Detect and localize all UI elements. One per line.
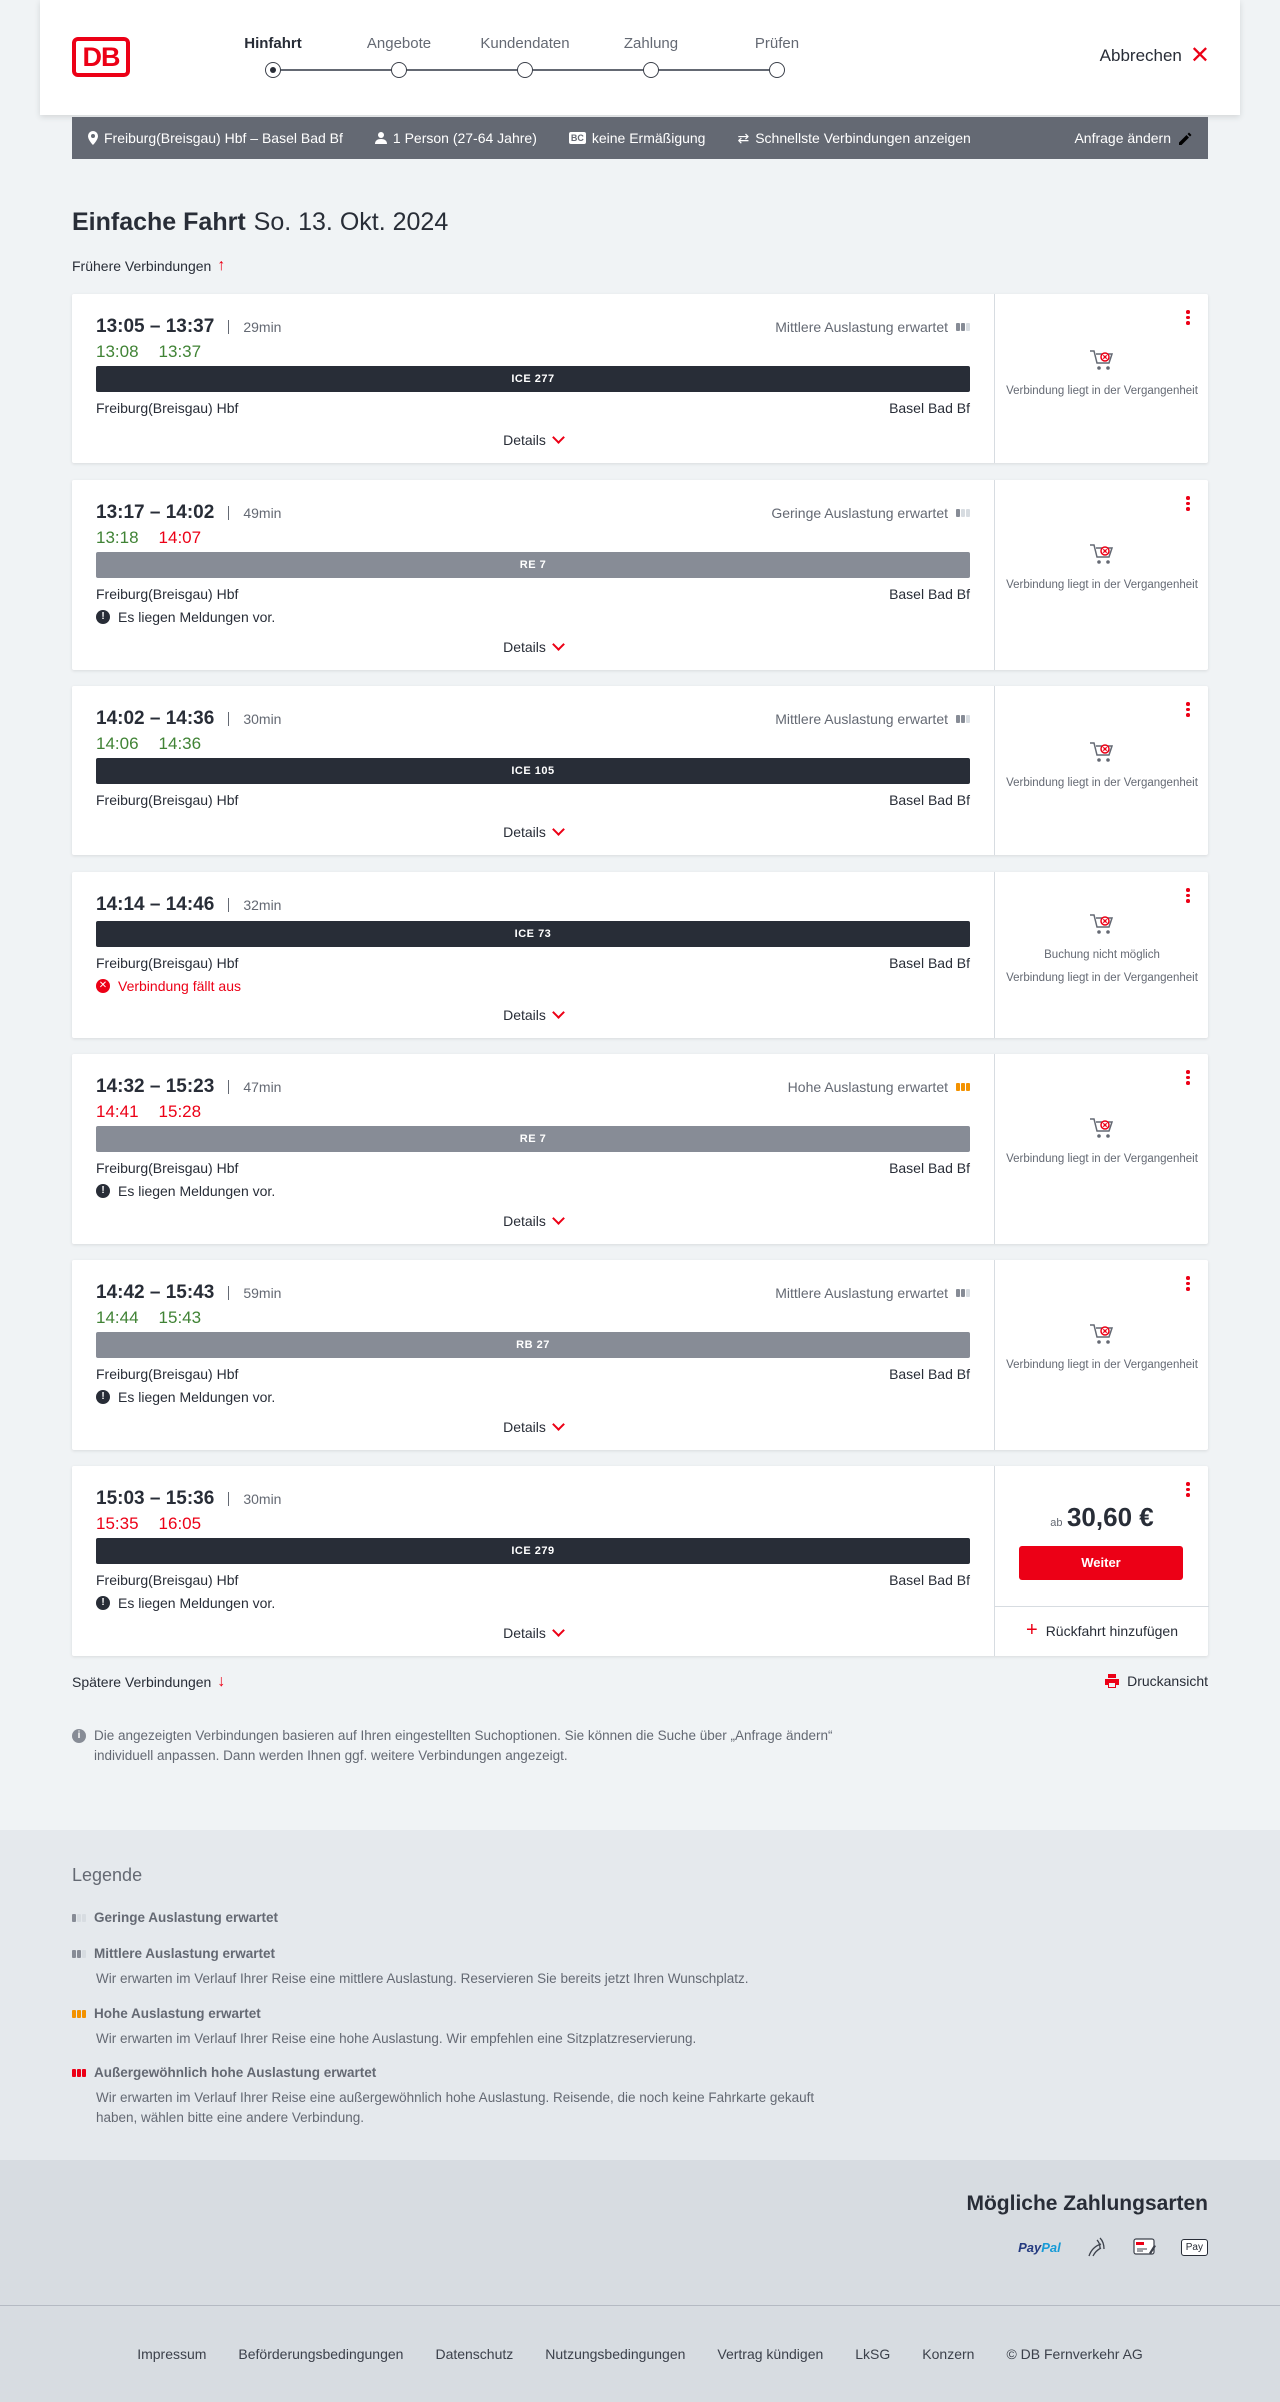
footer-link-datenschutz[interactable]: Datenschutz: [435, 2346, 514, 2362]
chevron-down-icon: [552, 431, 565, 444]
footer-link-konzern[interactable]: Konzern: [922, 2346, 975, 2362]
step-circle: [391, 62, 407, 78]
occupancy-label: Hohe Auslastung erwartet: [787, 1079, 948, 1095]
train-bar[interactable]: ICE 73: [96, 921, 970, 947]
step-label: Hinfahrt: [244, 35, 302, 52]
legend-item-title: Hohe Auslastung erwartet: [94, 2006, 261, 2021]
cancellation-text: Verbindung fällt aus: [118, 978, 241, 994]
details-toggle[interactable]: [72, 824, 994, 840]
more-options-icon[interactable]: [1186, 310, 1190, 325]
booking-status: [995, 542, 1209, 593]
more-options-icon[interactable]: [1186, 702, 1190, 717]
legend-item-description: Wir erwarten im Verlauf Ihrer Reise eine mittlere Auslastung. Reservieren Sie bereits jetzt Ihren Wunschplatz.: [96, 1971, 749, 1986]
plus-icon: +: [1026, 1619, 1038, 1641]
close-icon: ✕: [1189, 42, 1210, 69]
connection-info[interactable]: [72, 686, 994, 855]
booking-panel: [994, 872, 1208, 1038]
stations: [96, 1366, 970, 1382]
connection-card: [72, 480, 1208, 670]
duration: 47min: [228, 1080, 281, 1094]
realtime-arrival: 15:43: [158, 1308, 202, 1327]
connection-card: [72, 1054, 1208, 1244]
payment-icons: [1018, 2236, 1208, 2258]
route-text: Freiburg(Breisgau) Hbf – Basel Bad Bf: [104, 130, 343, 146]
occupancy-low-icon: [72, 1914, 86, 1922]
realtime-arrival: 13:37: [158, 342, 202, 361]
exclamation-icon: !: [96, 1184, 110, 1198]
stations: [96, 792, 970, 808]
footer-link-nutzungsbedingungen[interactable]: Nutzungsbedingungen: [545, 2346, 686, 2362]
realtime-times: [96, 1514, 201, 1534]
step-hinfahrt: [210, 34, 336, 78]
db-logo[interactable]: DB: [72, 37, 130, 77]
occupancy-icon: [956, 323, 970, 331]
train-bar[interactable]: ICE 279: [96, 1538, 970, 1564]
price: [995, 1502, 1209, 1533]
printer-icon: [1105, 1674, 1119, 1688]
origin-station: Freiburg(Breisgau) Hbf: [96, 400, 239, 416]
planned-times: [96, 894, 281, 916]
page-title: [72, 208, 448, 237]
origin-station: Freiburg(Breisgau) Hbf: [96, 586, 239, 602]
footer-copyright: © DB Fernverkehr AG: [1006, 2346, 1143, 2362]
info-text: Die angezeigten Verbindungen basieren auf Ihren eingestellten Suchoptionen. Sie können die Suche über „Anfrage ändern“ individuell anpassen. Dann werden Ihnen ggf. weitere Verbindungen angezeigt.: [94, 1728, 833, 1763]
occupancy-indicator: [775, 319, 970, 335]
status-text: Verbindung liegt in der Vergangenheit: [1006, 579, 1198, 591]
status-text: Verbindung liegt in der Vergangenheit: [1006, 972, 1198, 984]
payment-methods-section: [0, 2160, 1280, 2305]
destination-station: Basel Bad Bf: [889, 1160, 970, 1176]
cart-unavailable-icon: [1089, 740, 1115, 764]
cart-unavailable-icon: [1089, 912, 1115, 936]
travellers-text: 1 Person (27-64 Jahre): [392, 130, 537, 146]
payment-title: Mögliche Zahlungsarten: [966, 2192, 1208, 2215]
step-kundendaten: [462, 34, 588, 78]
chevron-down-icon: [552, 1624, 565, 1637]
origin-station: Freiburg(Breisgau) Hbf: [96, 1366, 239, 1382]
chevron-down-icon: [552, 638, 565, 651]
planned-times: [96, 316, 281, 338]
legend-item-extreme: [72, 2065, 852, 2128]
duration: 30min: [228, 1492, 281, 1506]
step-angebote: [336, 34, 462, 78]
realtime-arrival: 14:07: [158, 528, 202, 547]
planned-times: [96, 1488, 281, 1510]
status-text: Verbindung liegt in der Vergangenheit: [1006, 777, 1198, 789]
arrow-up-icon: ↑: [217, 257, 226, 274]
status-text: Verbindung liegt in der Vergangenheit: [1006, 1359, 1198, 1371]
legend-title: Legende: [72, 1865, 143, 1885]
duration: 32min: [228, 898, 281, 912]
notice-message: [96, 1389, 275, 1405]
details-toggle[interactable]: [72, 1007, 994, 1023]
bahncard-icon: BC: [570, 133, 584, 143]
duration: 49min: [228, 506, 281, 520]
later-label: Spätere Verbindungen: [72, 1674, 212, 1690]
more-options-icon[interactable]: [1186, 1276, 1190, 1291]
connection-info[interactable]: [72, 480, 994, 670]
origin-station: Freiburg(Breisgau) Hbf: [96, 792, 239, 808]
duration: 29min: [228, 320, 281, 334]
occupancy-label: Mittlere Auslastung erwartet: [775, 1285, 948, 1301]
origin-station: Freiburg(Breisgau) Hbf: [96, 1572, 239, 1588]
footer-link-vertrag-kuendigen[interactable]: Vertrag kündigen: [717, 2346, 824, 2362]
details-toggle[interactable]: [72, 1625, 994, 1641]
swap-arrows-icon: ⇄: [737, 129, 750, 146]
train-bar[interactable]: ICE 277: [96, 366, 970, 392]
origin-station: Freiburg(Breisgau) Hbf: [96, 955, 239, 971]
cancellation-message: [96, 978, 241, 994]
more-options-icon[interactable]: [1186, 496, 1190, 511]
cart-unavailable-icon: [1089, 1322, 1115, 1346]
search-option-summary: [737, 130, 970, 147]
chevron-down-icon: [552, 823, 565, 836]
legend-item-low: [72, 1910, 852, 1925]
train-bar[interactable]: RE 7: [96, 552, 970, 578]
connection-card: [72, 1466, 1208, 1656]
edit-search-button[interactable]: [1074, 130, 1192, 146]
stations: [96, 400, 970, 416]
apple-pay-icon: [1181, 2239, 1208, 2256]
stations: [96, 586, 970, 602]
more-options-icon[interactable]: [1186, 1070, 1190, 1085]
occupancy-icon: [956, 1289, 970, 1297]
details-label: Details: [503, 1419, 546, 1435]
notice-message: [96, 609, 275, 625]
chevron-down-icon: [552, 1418, 565, 1431]
occupancy-label: Geringe Auslastung erwartet: [771, 505, 948, 521]
realtime-departure: 13:18: [96, 528, 139, 547]
price-value: 30,60 €: [1066, 1502, 1154, 1532]
destination-station: Basel Bad Bf: [889, 586, 970, 602]
info-note: [72, 1726, 852, 1766]
notice-message: [96, 1595, 275, 1611]
sepa-direct-debit-icon: [1133, 2236, 1157, 2258]
notice-text: Es liegen Meldungen vor.: [118, 1595, 276, 1611]
booking-panel: [994, 686, 1208, 855]
stations: [96, 955, 970, 971]
price-prefix: ab: [1050, 1517, 1063, 1529]
occupancy-high-icon: [72, 2010, 86, 2018]
planned-times: [96, 502, 281, 524]
exclamation-icon: !: [96, 1596, 110, 1610]
step-label: Kundendaten: [480, 35, 570, 52]
footer-link-impressum[interactable]: Impressum: [137, 2346, 207, 2362]
cancel-circle-icon: ✕: [96, 979, 110, 993]
more-options-icon[interactable]: [1186, 1482, 1190, 1497]
connection-info[interactable]: [72, 872, 994, 1038]
add-return-trip-button[interactable]: [995, 1606, 1209, 1654]
booking-status: [995, 912, 1209, 986]
realtime-times: [96, 528, 201, 548]
destination-station: Basel Bad Bf: [889, 792, 970, 808]
info-icon: i: [72, 1729, 86, 1743]
step-label: Zahlung: [623, 35, 679, 52]
notice-text: Es liegen Meldungen vor.: [118, 1183, 276, 1199]
booking-status: [995, 740, 1209, 791]
trip-type: Einfache Fahrt: [72, 208, 246, 236]
details-label: Details: [503, 1213, 546, 1229]
booking-status: [995, 348, 1209, 399]
destination-station: Basel Bad Bf: [889, 955, 970, 971]
times-text: 14:32 – 15:23: [96, 1076, 215, 1097]
planned-times: [96, 708, 281, 730]
discount-summary: [569, 130, 706, 146]
destination-station: Basel Bad Bf: [889, 1572, 970, 1588]
connection-card: [72, 1260, 1208, 1450]
occupancy-indicator: [788, 1079, 970, 1095]
stations: [96, 1160, 970, 1176]
realtime-departure: 14:06: [96, 734, 139, 753]
paypal-text-2: Pal: [1041, 2239, 1061, 2255]
connection-info[interactable]: [72, 1466, 994, 1656]
stations: [96, 1572, 970, 1588]
planned-times: [96, 1282, 281, 1304]
search-option-text: Schnellste Verbindungen anzeigen: [755, 130, 971, 146]
train-bar[interactable]: RB 27: [96, 1332, 970, 1358]
origin-station: Freiburg(Breisgau) Hbf: [96, 1160, 239, 1176]
realtime-departure: 14:44: [96, 1308, 139, 1327]
legend-item-medium: [72, 1946, 852, 1989]
realtime-times: [96, 734, 201, 754]
step-circle: [643, 62, 659, 78]
location-pin-icon: [88, 131, 98, 145]
occupancy-indicator: [771, 505, 970, 521]
legend-item-title: Außergewöhnlich hohe Auslastung erwartet: [94, 2065, 377, 2080]
legend-item-title: Geringe Auslastung erwartet: [94, 1910, 279, 1925]
booking-panel: [994, 1054, 1208, 1244]
occupancy-indicator: [775, 711, 970, 727]
times-text: 13:05 – 13:37: [96, 316, 215, 337]
booking-status: [995, 1322, 1209, 1373]
connection-info[interactable]: [72, 1260, 994, 1450]
realtime-departure: 14:41: [96, 1102, 139, 1121]
booking-status: [995, 1116, 1209, 1167]
booking-panel: [994, 1260, 1208, 1450]
legend-item-description: Wir erwarten im Verlauf Ihrer Reise eine hohe Auslastung. Wir empfehlen eine Sitzplatzreservierung.: [96, 2031, 697, 2046]
legend-item-high: [72, 2006, 852, 2049]
pencil-icon: [1179, 132, 1192, 145]
earlier-connections-link[interactable]: [72, 257, 225, 275]
occupancy-indicator: [775, 1285, 970, 1301]
realtime-times: [96, 1102, 201, 1122]
realtime-times: [96, 1308, 201, 1328]
occupancy-extreme-icon: [72, 2069, 86, 2077]
details-label: Details: [503, 1625, 546, 1641]
realtime-arrival: 15:28: [158, 1102, 202, 1121]
step-label: Angebote: [366, 35, 432, 52]
occupancy-label: Mittlere Auslastung erwartet: [775, 711, 948, 727]
print-view-link[interactable]: [1105, 1673, 1208, 1689]
details-toggle[interactable]: [72, 432, 994, 448]
notice-text: Es liegen Meldungen vor.: [118, 1389, 276, 1405]
connection-card: [72, 872, 1208, 1038]
footer-link-befoerderungsbedingungen[interactable]: Beförderungsbedingungen: [238, 2346, 404, 2362]
times-text: 14:02 – 14:36: [96, 708, 215, 729]
occupancy-icon: [956, 1083, 970, 1091]
destination-station: Basel Bad Bf: [889, 1366, 970, 1382]
train-bar[interactable]: ICE 105: [96, 758, 970, 784]
status-text: Verbindung liegt in der Vergangenheit: [1006, 385, 1198, 397]
travellers-summary: [375, 130, 537, 146]
trip-date: So. 13. Okt. 2024: [253, 208, 449, 236]
exclamation-icon: !: [96, 610, 110, 624]
booking-panel: [994, 1466, 1208, 1656]
more-options-icon[interactable]: [1186, 888, 1190, 903]
apple-pay-text: Pay: [1185, 2241, 1203, 2253]
connection-card: [72, 294, 1208, 463]
footer: [0, 2305, 1280, 2402]
person-icon: [375, 132, 387, 144]
print-label: Druckansicht: [1127, 1673, 1208, 1689]
step-circle: [769, 62, 785, 78]
duration: 59min: [228, 1286, 281, 1300]
cancel-button[interactable]: [1099, 42, 1210, 69]
occupancy-medium-icon: [72, 1950, 86, 1958]
booking-panel: [994, 480, 1208, 670]
booking-not-possible-text: Buchung nicht möglich: [1044, 949, 1160, 961]
step-zahlung: [588, 34, 714, 78]
realtime-arrival: 16:05: [158, 1514, 202, 1533]
search-summary-bar: [72, 117, 1208, 159]
notice-text: Es liegen Meldungen vor.: [118, 609, 276, 625]
train-bar[interactable]: RE 7: [96, 1126, 970, 1152]
step-label: Prüfen: [754, 35, 800, 52]
realtime-departure: 13:08: [96, 342, 139, 361]
step-pruefen: [714, 34, 840, 78]
legend-item-title: Mittlere Auslastung erwartet: [94, 1946, 276, 1961]
step-circle: [517, 62, 533, 78]
legend-item-description: Wir erwarten im Verlauf Ihrer Reise eine außergewöhnlich hohe Auslastung. Reisende, die noch keine Fahrkarte gekauft haben, wählen bitte eine andere Verbindung.: [96, 2090, 815, 2125]
realtime-times: [96, 342, 201, 362]
contactless-payment-icon: [1085, 2236, 1109, 2258]
connection-card: [72, 686, 1208, 855]
details-toggle[interactable]: [72, 1213, 994, 1229]
continue-button[interactable]: Weiter: [1019, 1546, 1183, 1580]
header: [40, 0, 1240, 115]
later-connections-link[interactable]: [72, 1673, 225, 1691]
times-text: 13:17 – 14:02: [96, 502, 215, 523]
details-toggle[interactable]: [72, 1419, 994, 1435]
earlier-label: Frühere Verbindungen: [72, 258, 212, 274]
destination-station: Basel Bad Bf: [889, 400, 970, 416]
paypal-text-1: Pay: [1018, 2239, 1042, 2255]
cart-unavailable-icon: [1089, 348, 1115, 372]
legend-section: [0, 1830, 1280, 2160]
add-return-label: Rückfahrt hinzufügen: [1045, 1622, 1178, 1639]
paypal-icon: [1018, 2240, 1061, 2255]
realtime-departure: 15:35: [96, 1514, 139, 1533]
details-label: Details: [503, 1007, 546, 1023]
route-summary: [88, 130, 343, 146]
edit-search-label: Anfrage ändern: [1074, 130, 1171, 146]
discount-text: keine Ermäßigung: [591, 130, 706, 146]
details-toggle[interactable]: [72, 639, 994, 655]
details-label: Details: [503, 432, 546, 448]
realtime-arrival: 14:36: [158, 734, 202, 753]
times-text: 14:42 – 15:43: [96, 1282, 215, 1303]
planned-times: [96, 1076, 281, 1098]
chevron-down-icon: [552, 1212, 565, 1225]
times-text: 14:14 – 14:46: [96, 894, 215, 915]
occupancy-label: Mittlere Auslastung erwartet: [775, 319, 948, 335]
details-label: Details: [503, 639, 546, 655]
connection-info[interactable]: [72, 294, 994, 463]
arrow-down-icon: ↓: [217, 1673, 226, 1690]
cancel-label: Abbrechen: [1099, 46, 1182, 65]
booking-stepper: [210, 34, 800, 84]
footer-link-lksg[interactable]: LkSG: [855, 2346, 891, 2362]
occupancy-icon: [956, 715, 970, 723]
times-text: 15:03 – 15:36: [96, 1488, 215, 1509]
notice-message: [96, 1183, 275, 1199]
occupancy-icon: [956, 509, 970, 517]
cart-unavailable-icon: [1089, 1116, 1115, 1140]
booking-panel: [994, 294, 1208, 463]
duration: 30min: [228, 712, 281, 726]
chevron-down-icon: [552, 1006, 565, 1019]
connection-info[interactable]: [72, 1054, 994, 1244]
cart-unavailable-icon: [1089, 542, 1115, 566]
step-circle: [265, 62, 281, 78]
details-label: Details: [503, 824, 546, 840]
exclamation-icon: !: [96, 1390, 110, 1404]
status-text: Verbindung liegt in der Vergangenheit: [1006, 1153, 1198, 1165]
